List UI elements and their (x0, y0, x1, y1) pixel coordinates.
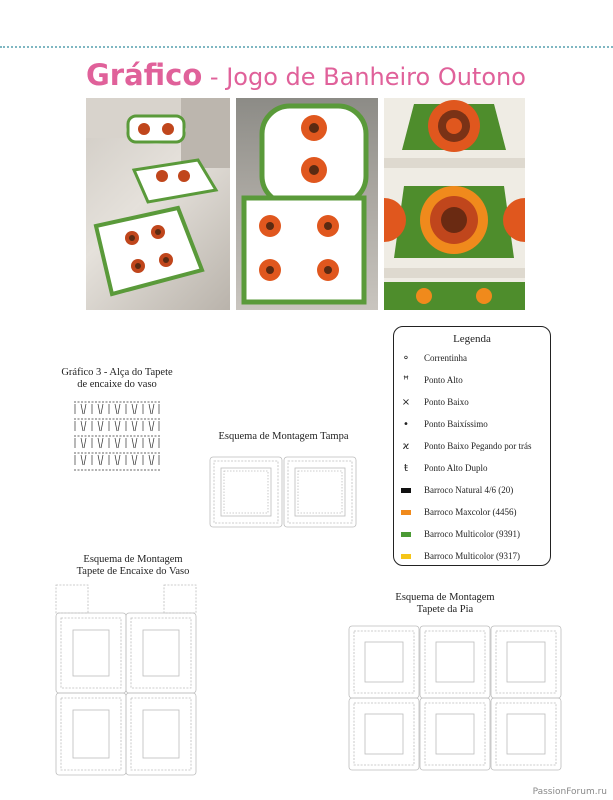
legend-item-barroco-multicolor-9317 (394, 549, 520, 563)
color-swatch (401, 532, 411, 537)
vaso-caption-line1: Esquema de Montagem (83, 554, 183, 565)
pia-caption-line1: Esquema de Montagem (395, 592, 495, 603)
chain-stitch-icon: ⚬ (401, 352, 411, 364)
tampa-caption: Esquema de Montagem Tampa (218, 431, 349, 442)
page-title (86, 58, 526, 92)
double-crochet-icon: ꟸ (403, 374, 409, 386)
footer-credit: PassionForum.ru (532, 787, 607, 797)
photo-conjunto-completo (86, 98, 230, 310)
vaso-assembly-diagram (55, 584, 197, 776)
top-dotted-rule (0, 46, 613, 48)
legend-item-label: Barroco Multicolor (9391) (424, 529, 520, 539)
legend-title: Legenda (453, 333, 491, 345)
legend-item-label: Ponto Alto (424, 375, 463, 385)
photo-tampa-e-tapete (236, 98, 378, 310)
vaso-caption-line2: Tapete de Encaixe do Vaso (76, 566, 190, 577)
color-swatch (401, 510, 411, 515)
grafico3-caption-line1: Gráfico 3 - Alça do Tapete (61, 367, 173, 378)
back-loop-sc-icon: ϰ (402, 440, 410, 452)
grafico3-caption-line2: de encaixe do vaso (77, 379, 157, 390)
legend-item-label: Correntinha (424, 353, 467, 363)
legend-item-barroco-natural (394, 483, 513, 497)
single-crochet-icon: × (401, 396, 411, 408)
treble-crochet-icon: ŧ (404, 462, 408, 474)
title-main: Gráfico (86, 58, 203, 92)
color-swatch (401, 554, 411, 559)
pia-caption (380, 592, 510, 616)
legend-item-label: Ponto Baixíssimo (424, 419, 488, 429)
slip-stitch-icon: • (403, 418, 409, 430)
legend-item-ponto-baixo (394, 395, 469, 409)
legend-item-label: Barroco Natural 4/6 (20) (424, 485, 514, 495)
legend-item-label: Barroco Multicolor (9317) (424, 551, 520, 561)
color-swatch (401, 488, 411, 493)
legend-item-barroco-maxcolor (394, 505, 516, 519)
legend-item-correntinha (394, 351, 467, 365)
tampa-assembly-diagram (209, 456, 357, 528)
photo-detalhe-flor (384, 98, 525, 310)
legend-item-label: Ponto Baixo Pegando por trás (424, 441, 532, 451)
legend-item-ponto-alto (394, 373, 463, 387)
legend-item-ponto-alto-duplo (394, 461, 488, 475)
legend-item-ponto-baixo-tras (394, 439, 532, 453)
title-subtitle: - Jogo de Banheiro Outono (202, 63, 526, 91)
legend-item-ponto-baixissimo (394, 417, 488, 431)
pia-assembly-diagram (348, 625, 562, 771)
pia-caption-line2: Tapete da Pia (416, 604, 474, 615)
legend-box (393, 326, 551, 566)
grafico3-stitch-chart (72, 400, 162, 474)
grafico3-caption (52, 367, 182, 391)
vaso-caption (58, 554, 208, 578)
legend-item-barroco-multicolor-9391 (394, 527, 520, 541)
legend-item-label: Ponto Baixo (424, 397, 469, 407)
legend-item-label: Ponto Alto Duplo (424, 463, 488, 473)
legend-item-label: Barroco Maxcolor (4456) (424, 507, 517, 517)
